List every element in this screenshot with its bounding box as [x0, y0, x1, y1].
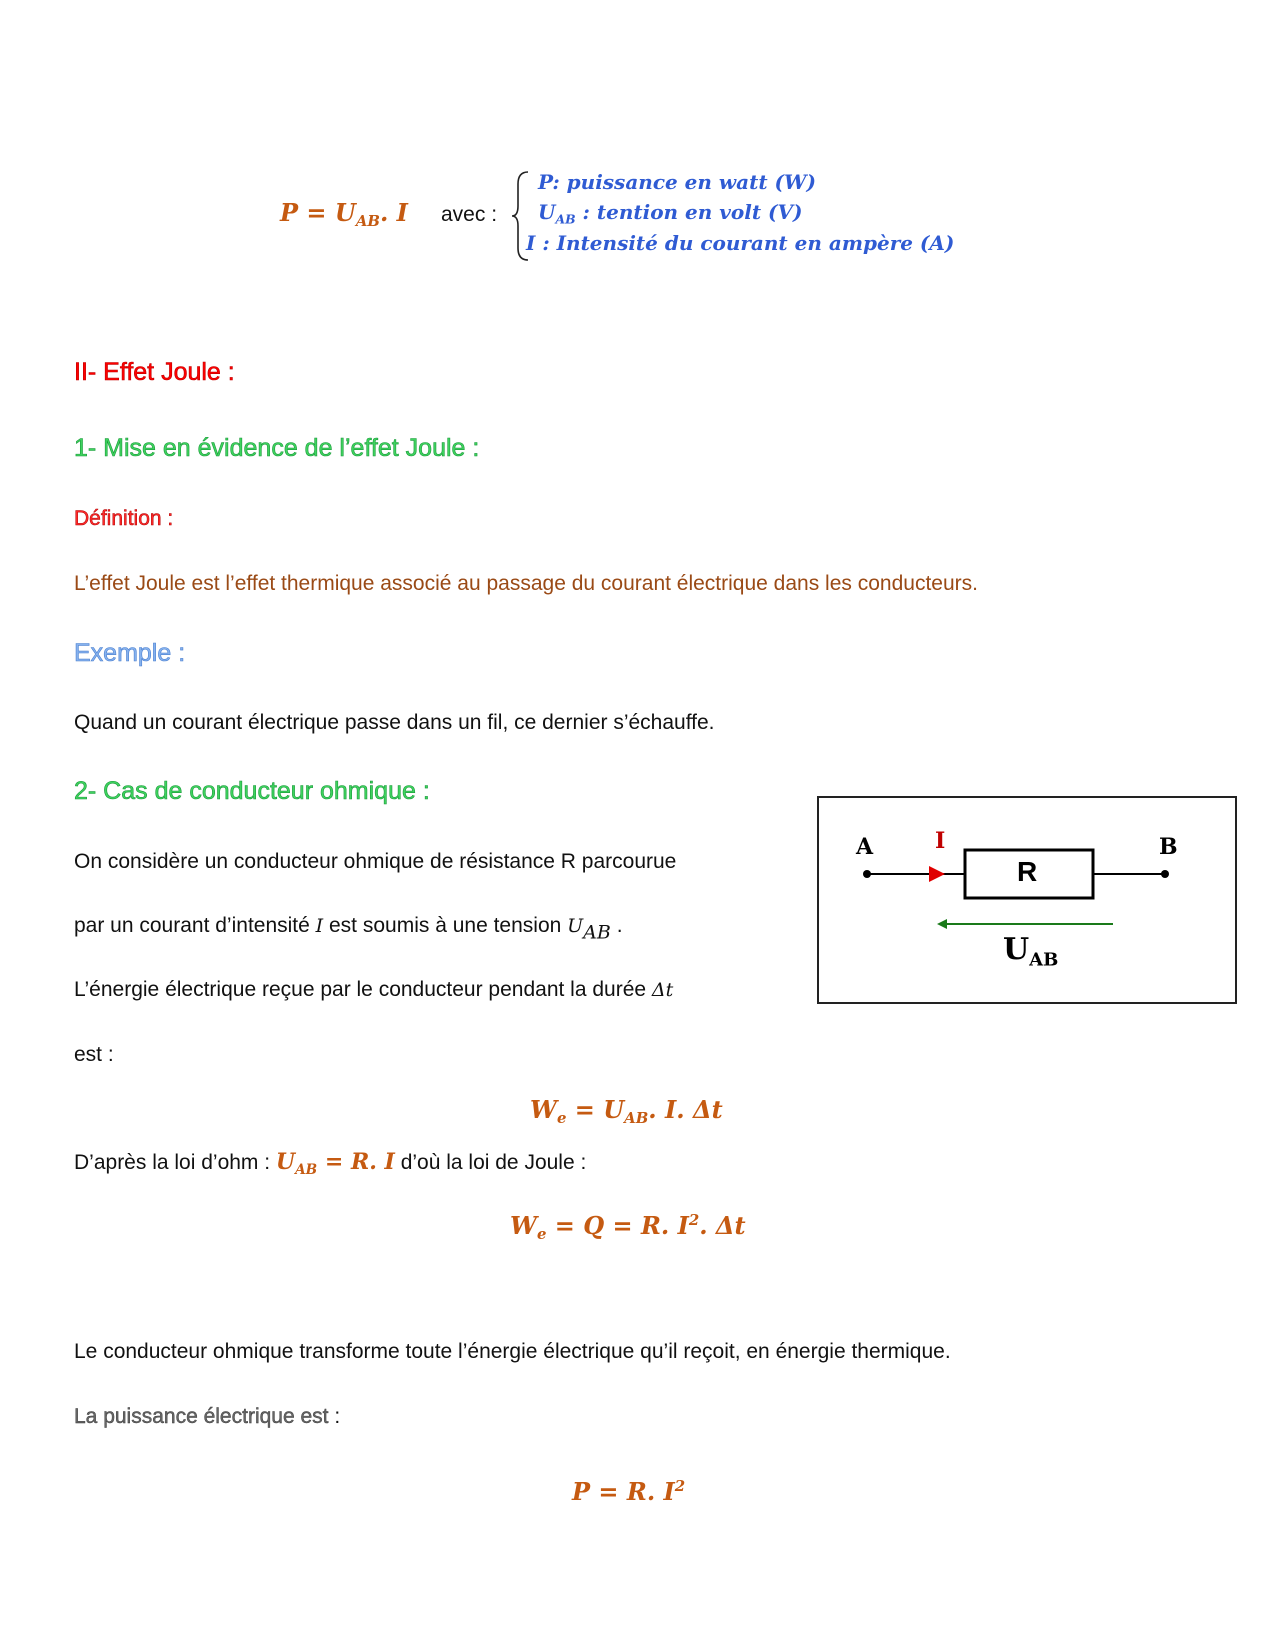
formula-u-sub: AB	[355, 212, 380, 231]
power-formula	[280, 198, 408, 230]
def-line-current	[526, 231, 954, 255]
definition-label: Définition :	[74, 507, 174, 530]
section-title: II- Effet Joule :	[74, 358, 235, 386]
eq-end: . Δt	[699, 1211, 746, 1240]
label-b: B	[1159, 834, 1178, 860]
symbol-u: U	[567, 915, 584, 937]
def-sym: I	[526, 231, 536, 255]
def-line-power	[538, 170, 816, 194]
eq-text: P = R. I	[572, 1477, 675, 1506]
equation-power	[572, 1477, 685, 1506]
voltage-arrow-head	[937, 919, 947, 929]
label-r: R	[1017, 856, 1038, 887]
circuit-svg	[819, 798, 1235, 1002]
avec-label: avec :	[441, 203, 498, 226]
eq-sup: 2	[674, 1477, 686, 1496]
def-sym: U	[538, 200, 556, 224]
def-sym: P	[538, 170, 553, 194]
label-u	[1003, 932, 1058, 970]
eq-end: . I. Δt	[648, 1095, 723, 1124]
example-label: Exemple :	[74, 639, 186, 667]
eq-rest: = Q = R. I	[546, 1211, 689, 1240]
subsection-title-1: 1- Mise en évidence de l’effet Joule :	[74, 434, 480, 462]
formula-rhs: . I	[379, 198, 408, 227]
example-text: Quand un courant électrique passe dans un fil, ce dernier s’échauffe.	[74, 711, 715, 734]
subsection-title-2: 2- Cas de conducteur ohmique :	[74, 777, 430, 805]
circuit-diagram	[817, 796, 1237, 1004]
eq-w-sub: e	[536, 1225, 547, 1244]
text-run: d’où la loi de Joule :	[394, 1151, 587, 1174]
eq-w: W	[510, 1211, 537, 1240]
paragraph-line-1: On considère un conducteur ohmique de résistance R parcourue	[74, 850, 677, 873]
equation-joule	[510, 1211, 746, 1243]
paragraph-line-2	[74, 914, 623, 944]
current-arrow	[929, 866, 945, 882]
paragraph-line-3	[74, 978, 673, 1002]
eq-sup: 2	[688, 1211, 700, 1230]
text-run: par un courant d’intensité	[74, 914, 316, 937]
definition-text: L’effet Joule est l’effet thermique associé au passage du courant électrique dans les conducteurs.	[74, 572, 978, 595]
symbol-u-sub: AB	[583, 921, 611, 944]
def-text: : tention en volt (V)	[575, 200, 803, 224]
ohm-u-sub: AB	[295, 1161, 318, 1178]
power-label: La puissance électrique est	[74, 1405, 329, 1428]
eq-mid: = U	[566, 1095, 625, 1124]
node-b	[1161, 870, 1169, 878]
ohm-u: U	[275, 1149, 296, 1175]
symbol-dt: Δt	[651, 979, 674, 1001]
power-label-line	[74, 1405, 340, 1429]
text-run: est soumis à une tension	[323, 914, 568, 937]
eq-w-sub: e	[556, 1109, 567, 1128]
ohm-law-line	[74, 1149, 586, 1178]
text-run: L’énergie électrique reçue par le conducteur pendant la durée	[74, 978, 652, 1001]
def-line-voltage	[538, 200, 802, 226]
def-text: : puissance en watt (W)	[552, 170, 816, 194]
paragraph-line-4: est :	[74, 1043, 114, 1066]
eq-w: W	[530, 1095, 557, 1124]
formula-u: U	[334, 198, 356, 227]
formula-lhs: P =	[280, 198, 335, 227]
label-u-sub: AB	[1029, 949, 1059, 971]
ohm-eq: = R. I	[317, 1149, 395, 1175]
node-a	[863, 870, 871, 878]
label-i: I	[935, 828, 946, 854]
conclusion-text: Le conducteur ohmique transforme toute l’énergie électrique qu’il reçoit, en énergie thermique.	[74, 1340, 951, 1363]
text-run: D’après la loi d’ohm :	[74, 1151, 276, 1174]
text-run: :	[328, 1405, 341, 1428]
label-a: A	[856, 834, 874, 860]
eq-u-sub: AB	[624, 1109, 649, 1128]
text-run: .	[610, 914, 623, 937]
equation-energy	[530, 1095, 723, 1127]
symbol-i: I	[315, 915, 324, 937]
def-text: : Intensité du courant en ampère (A)	[535, 231, 955, 255]
label-u-main: U	[1003, 932, 1030, 967]
def-sub: AB	[555, 211, 576, 227]
